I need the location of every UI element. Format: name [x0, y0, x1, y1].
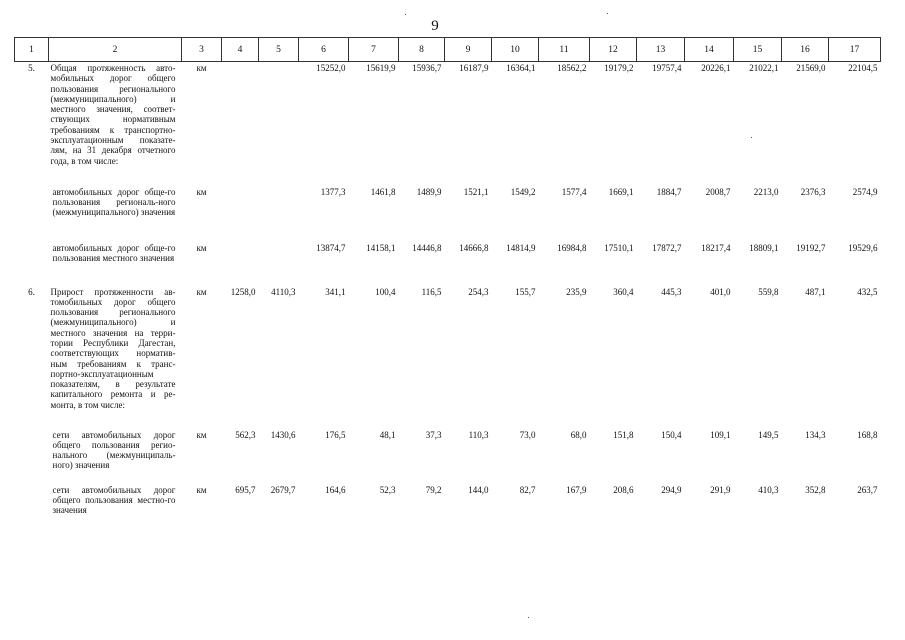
indicator-name: автомобильных дорог обще-го пользования региональ-ного (межмуниципального) значения — [52, 186, 176, 218]
value-cell: 73,0 — [519, 429, 536, 440]
indicator-name: Прирост протяженности ав-томобильных дорог общего пользования регионального (межмуниципального) и местного значения на терри-тории Республики Дагестан, соответствующих норматив-ным требованиям к транс-портно-эксплуатационным показателям, в результате капитального ремонта и ре-монта, в том числе: — [50, 286, 176, 410]
value-cell: 52,3 — [379, 484, 396, 495]
value-cell: 1521,1 — [463, 186, 489, 197]
value-cell: 401,0 — [710, 286, 731, 297]
column-header-15: 15 — [734, 38, 782, 62]
indicator-name: Общая протяженность авто-мобильных дорог общего пользования регионального (межмуниципального) и местного значения, соответ-ствующих нормативным требованиям к транспортно-эксплуатационным показате-лям, на 31 декабря отчетного года, в том числе: — [50, 63, 176, 166]
row-number — [15, 242, 49, 286]
value-cell: 445,3 — [661, 286, 682, 297]
value-cell: 144,0 — [468, 484, 489, 495]
value-cell: 15936,7 — [412, 63, 442, 73]
column-number-header — [15, 38, 881, 62]
value-cell: 14666,8 — [459, 242, 489, 253]
value-cell: 149,5 — [758, 429, 779, 440]
value-cell: 109,1 — [710, 429, 731, 440]
column-header-6: 6 — [299, 38, 349, 62]
unit-cell: км — [196, 63, 207, 73]
value-cell: 15252,0 — [316, 63, 346, 73]
unit-cell: км — [196, 429, 207, 440]
value-cell: 4110,3 — [271, 286, 296, 297]
value-cell: 155,7 — [515, 286, 536, 297]
value-cell: 20226,1 — [701, 63, 731, 73]
column-header-12: 12 — [590, 38, 637, 62]
scan-dot — [751, 137, 752, 138]
value-cell: 14158,1 — [366, 242, 396, 253]
value-cell: 2376,3 — [800, 186, 826, 197]
value-cell: 2574,9 — [852, 186, 878, 197]
column-header-10: 10 — [492, 38, 539, 62]
value-cell: 164,6 — [325, 484, 346, 495]
table-row — [15, 286, 881, 429]
value-cell: 14814,9 — [506, 242, 536, 253]
value-cell: 17510,1 — [604, 242, 634, 253]
column-header-2: 2 — [49, 38, 182, 62]
indicator-name: автомобильных дорог обще-го пользования местного значения — [52, 242, 176, 263]
value-cell: 168,8 — [857, 429, 878, 440]
unit-cell: км — [196, 484, 207, 495]
table-row — [15, 62, 881, 186]
column-header-11: 11 — [539, 38, 590, 62]
value-cell: 19192,7 — [796, 242, 826, 253]
value-cell: 208,6 — [613, 484, 634, 495]
row-number — [15, 429, 49, 484]
scan-dot — [528, 617, 529, 618]
value-cell: 100,4 — [375, 286, 396, 297]
value-cell: 134,3 — [805, 429, 826, 440]
value-cell: 18217,4 — [701, 242, 731, 253]
column-header-1: 1 — [15, 38, 49, 62]
value-cell: 1377,3 — [320, 186, 346, 197]
page-number: 9 — [431, 18, 439, 34]
column-header-8: 8 — [399, 38, 445, 62]
value-cell: 110,3 — [468, 429, 489, 440]
value-cell: 341,1 — [325, 286, 346, 297]
value-cell: 562,3 — [235, 429, 256, 440]
row-number: 5. — [28, 63, 35, 73]
value-cell — [222, 186, 259, 242]
table-row — [15, 242, 881, 286]
value-cell — [222, 242, 259, 286]
row-number — [15, 186, 49, 242]
value-cell: 18562,2 — [557, 63, 587, 73]
value-cell: 16364,1 — [506, 63, 536, 73]
value-cell: 17872,7 — [652, 242, 682, 253]
value-cell: 37,3 — [425, 429, 442, 440]
column-header-5: 5 — [259, 38, 299, 62]
table-row — [15, 429, 881, 484]
value-cell: 21022,1 — [749, 63, 779, 73]
indicator-name: сети автомобильных дорог общего пользования регио-нального (межмуниципаль-ного) значения — [52, 429, 176, 471]
value-cell: 487,1 — [805, 286, 826, 297]
column-header-16: 16 — [782, 38, 829, 62]
value-cell: 1258,0 — [230, 286, 256, 297]
value-cell: 235,9 — [566, 286, 587, 297]
value-cell: 263,7 — [857, 484, 878, 495]
value-cell: 15619,9 — [366, 63, 396, 73]
value-cell: 116,5 — [421, 286, 442, 297]
value-cell: 167,9 — [566, 484, 587, 495]
value-cell: 16984,8 — [557, 242, 587, 253]
row-number: 6. — [28, 286, 35, 297]
indicators-table — [14, 37, 881, 524]
unit-cell: км — [196, 186, 207, 197]
column-header-3: 3 — [182, 38, 222, 62]
unit-cell: км — [196, 242, 207, 253]
value-cell: 16187,9 — [459, 63, 489, 73]
value-cell: 254,3 — [468, 286, 489, 297]
column-header-7: 7 — [349, 38, 399, 62]
value-cell: 352,8 — [805, 484, 826, 495]
table-row — [15, 484, 881, 524]
column-header-13: 13 — [637, 38, 685, 62]
value-cell: 19179,2 — [604, 63, 634, 73]
column-header-9: 9 — [445, 38, 492, 62]
value-cell — [259, 62, 299, 186]
unit-cell: км — [196, 286, 207, 297]
value-cell: 1549,2 — [510, 186, 536, 197]
value-cell: 18809,1 — [749, 242, 779, 253]
value-cell: 1577,4 — [561, 186, 587, 197]
value-cell: 22104,5 — [848, 63, 878, 73]
value-cell — [259, 186, 299, 242]
value-cell: 1430,6 — [270, 429, 296, 440]
value-cell: 360,4 — [613, 286, 634, 297]
value-cell: 2213,0 — [753, 186, 779, 197]
value-cell — [259, 242, 299, 286]
value-cell: 68,0 — [570, 429, 587, 440]
value-cell: 559,8 — [758, 286, 779, 297]
value-cell: 82,7 — [519, 484, 536, 495]
indicator-name: сети автомобильных дорог общего пользования местно-го значения — [52, 484, 176, 516]
value-cell: 1461,8 — [370, 186, 396, 197]
value-cell: 14446,8 — [412, 242, 442, 253]
value-cell: 294,9 — [661, 484, 682, 495]
value-cell: 2679,7 — [270, 484, 296, 495]
value-cell: 1884,7 — [656, 186, 682, 197]
value-cell: 176,5 — [325, 429, 346, 440]
value-cell: 19757,4 — [652, 63, 682, 73]
table-row — [15, 186, 881, 242]
value-cell: 695,7 — [235, 484, 256, 495]
value-cell: 151,8 — [613, 429, 634, 440]
value-cell: 19529,6 — [848, 242, 878, 253]
value-cell — [222, 62, 259, 186]
value-cell: 2008,7 — [705, 186, 731, 197]
column-header-14: 14 — [685, 38, 734, 62]
value-cell: 13874,7 — [316, 242, 346, 253]
value-cell: 48,1 — [379, 429, 396, 440]
scan-dot — [405, 14, 406, 15]
value-cell: 432,5 — [857, 286, 878, 297]
value-cell: 21569,0 — [796, 63, 826, 73]
value-cell: 1489,9 — [416, 186, 442, 197]
value-cell: 1669,1 — [608, 186, 634, 197]
scan-dot — [607, 13, 608, 14]
row-number — [15, 484, 49, 524]
value-cell: 291,9 — [710, 484, 731, 495]
column-header-4: 4 — [222, 38, 259, 62]
value-cell: 150,4 — [661, 429, 682, 440]
value-cell: 79,2 — [425, 484, 442, 495]
value-cell: 410,3 — [758, 484, 779, 495]
column-header-17: 17 — [829, 38, 881, 62]
